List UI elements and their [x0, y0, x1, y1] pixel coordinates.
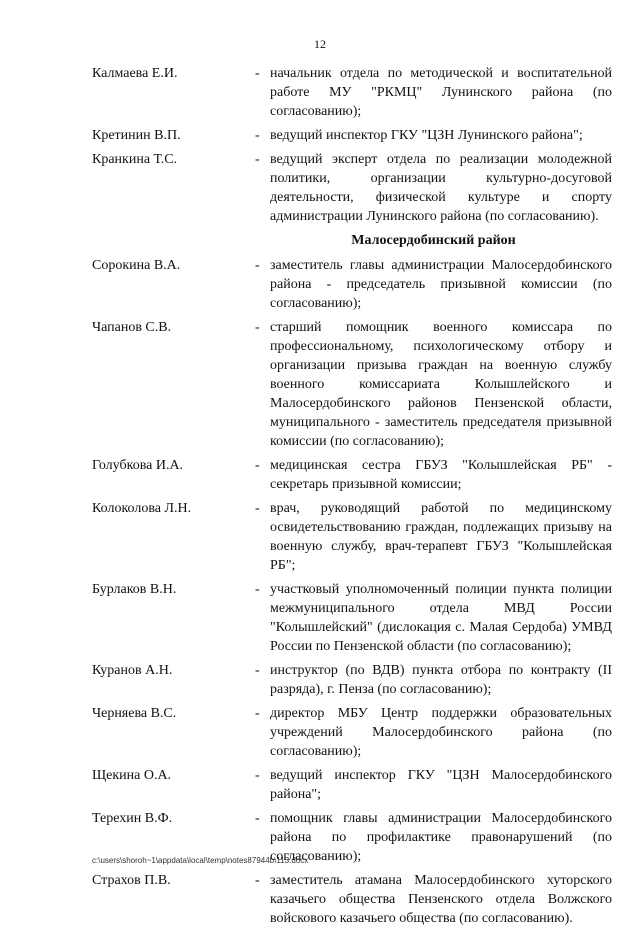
member-row	[92, 871, 612, 928]
member-row	[92, 704, 612, 761]
footer-file-path: c:\users\shoroh~1\appdata\local\temp\notes87944b\113.docx	[92, 856, 309, 865]
member-name: Терехин В.Ф.	[92, 811, 173, 826]
dash: -	[255, 768, 260, 783]
member-row	[92, 256, 612, 313]
dash: -	[255, 811, 260, 826]
member-row	[92, 766, 612, 804]
member-position: участковый уполномоченный полиции пункта полиции межмуниципального отдела МВД России "Колышлейский" (дислокация с. Малая Сердоба) УМВД России по Пензенской области (по согласованию);	[270, 582, 612, 654]
member-position: врач, руководящий работой по медицинскому освидетельствованию граждан, подлежащих призыву на военную службу, врач-терапевт ГБУЗ "Колышлейская РБ";	[270, 501, 612, 573]
member-row	[92, 64, 612, 121]
member-position: начальник отдела по методической и воспитательной работе МУ "РКМЦ" Лунинского района (по согласованию);	[270, 66, 612, 119]
member-row	[92, 499, 612, 575]
member-name: Кранкина Т.С.	[92, 152, 178, 167]
member-name: Куранов А.Н.	[92, 663, 173, 678]
member-name: Голубкова И.А.	[92, 458, 184, 473]
member-position: инструктор (по ВДВ) пункта отбора по контракту (II разряда), г. Пенза (по согласованию);	[270, 663, 612, 697]
entries-before	[92, 64, 612, 226]
dash: -	[255, 152, 260, 167]
member-row	[92, 580, 612, 656]
dash: -	[255, 128, 260, 143]
dash: -	[255, 501, 260, 516]
member-position: медицинская сестра ГБУЗ "Колышлейская РБ" - секретарь призывной комиссии;	[270, 458, 612, 492]
member-name: Щекина О.А.	[92, 768, 172, 783]
dash: -	[255, 66, 260, 81]
member-name: Кретинин В.П.	[92, 128, 181, 143]
member-position: ведущий инспектор ГКУ "ЦЗН Малосердобинского района";	[270, 768, 612, 802]
member-row	[92, 318, 612, 451]
member-position: заместитель главы администрации Малосердобинского района - председатель призывной комиссии (по согласованию);	[270, 258, 612, 311]
member-name: Бурлаков В.Н.	[92, 582, 177, 597]
member-row	[92, 126, 612, 145]
dash: -	[255, 458, 260, 473]
document-body	[92, 64, 612, 933]
dash: -	[255, 582, 260, 597]
page-number: 12	[314, 37, 326, 51]
member-row	[92, 661, 612, 699]
dash: -	[255, 873, 260, 888]
member-position: директор МБУ Центр поддержки образовательных учреждений Малосердобинского района (по согласованию);	[270, 706, 612, 759]
dash: -	[255, 663, 260, 678]
member-row	[92, 150, 612, 226]
member-position: ведущий инспектор ГКУ "ЦЗН Лунинского района";	[270, 128, 583, 143]
member-position: помощник главы администрации Малосердобинского района по профилактике правонарушений (по согласованию);	[270, 811, 612, 864]
member-position: ведущий эксперт отдела по реализации молодежной политики, организации культурно-досуговой деятельности, физической культуре и спорту администрации Лунинского района (по согласованию).	[270, 152, 612, 224]
dash: -	[255, 320, 260, 335]
section-title: Малосердобинский район	[351, 233, 516, 248]
member-position: старший помощник военного комиссара по профессиональному, психологическому отбору и организации призыва граждан на военную службу военного комиссариата Колышлейского и Малосердобинского районов Пензенской области, муниципального - заместитель председателя призывной комиссии (по согласованию);	[270, 320, 612, 449]
member-name: Черняева В.С.	[92, 706, 177, 721]
member-row	[92, 456, 612, 494]
member-name: Сорокина В.А.	[92, 258, 181, 273]
member-name: Чапанов С.В.	[92, 320, 172, 335]
member-name: Страхов П.В.	[92, 873, 171, 888]
member-name: Калмаева Е.И.	[92, 66, 178, 81]
dash: -	[255, 258, 260, 273]
member-name: Колоколова Л.Н.	[92, 501, 192, 516]
dash: -	[255, 706, 260, 721]
entries-after	[92, 256, 612, 928]
member-position: заместитель атамана Малосердобинского хуторского казачьего общества Пензенского отдела Волжского войскового казачьего общества (по согласованию).	[270, 873, 612, 926]
